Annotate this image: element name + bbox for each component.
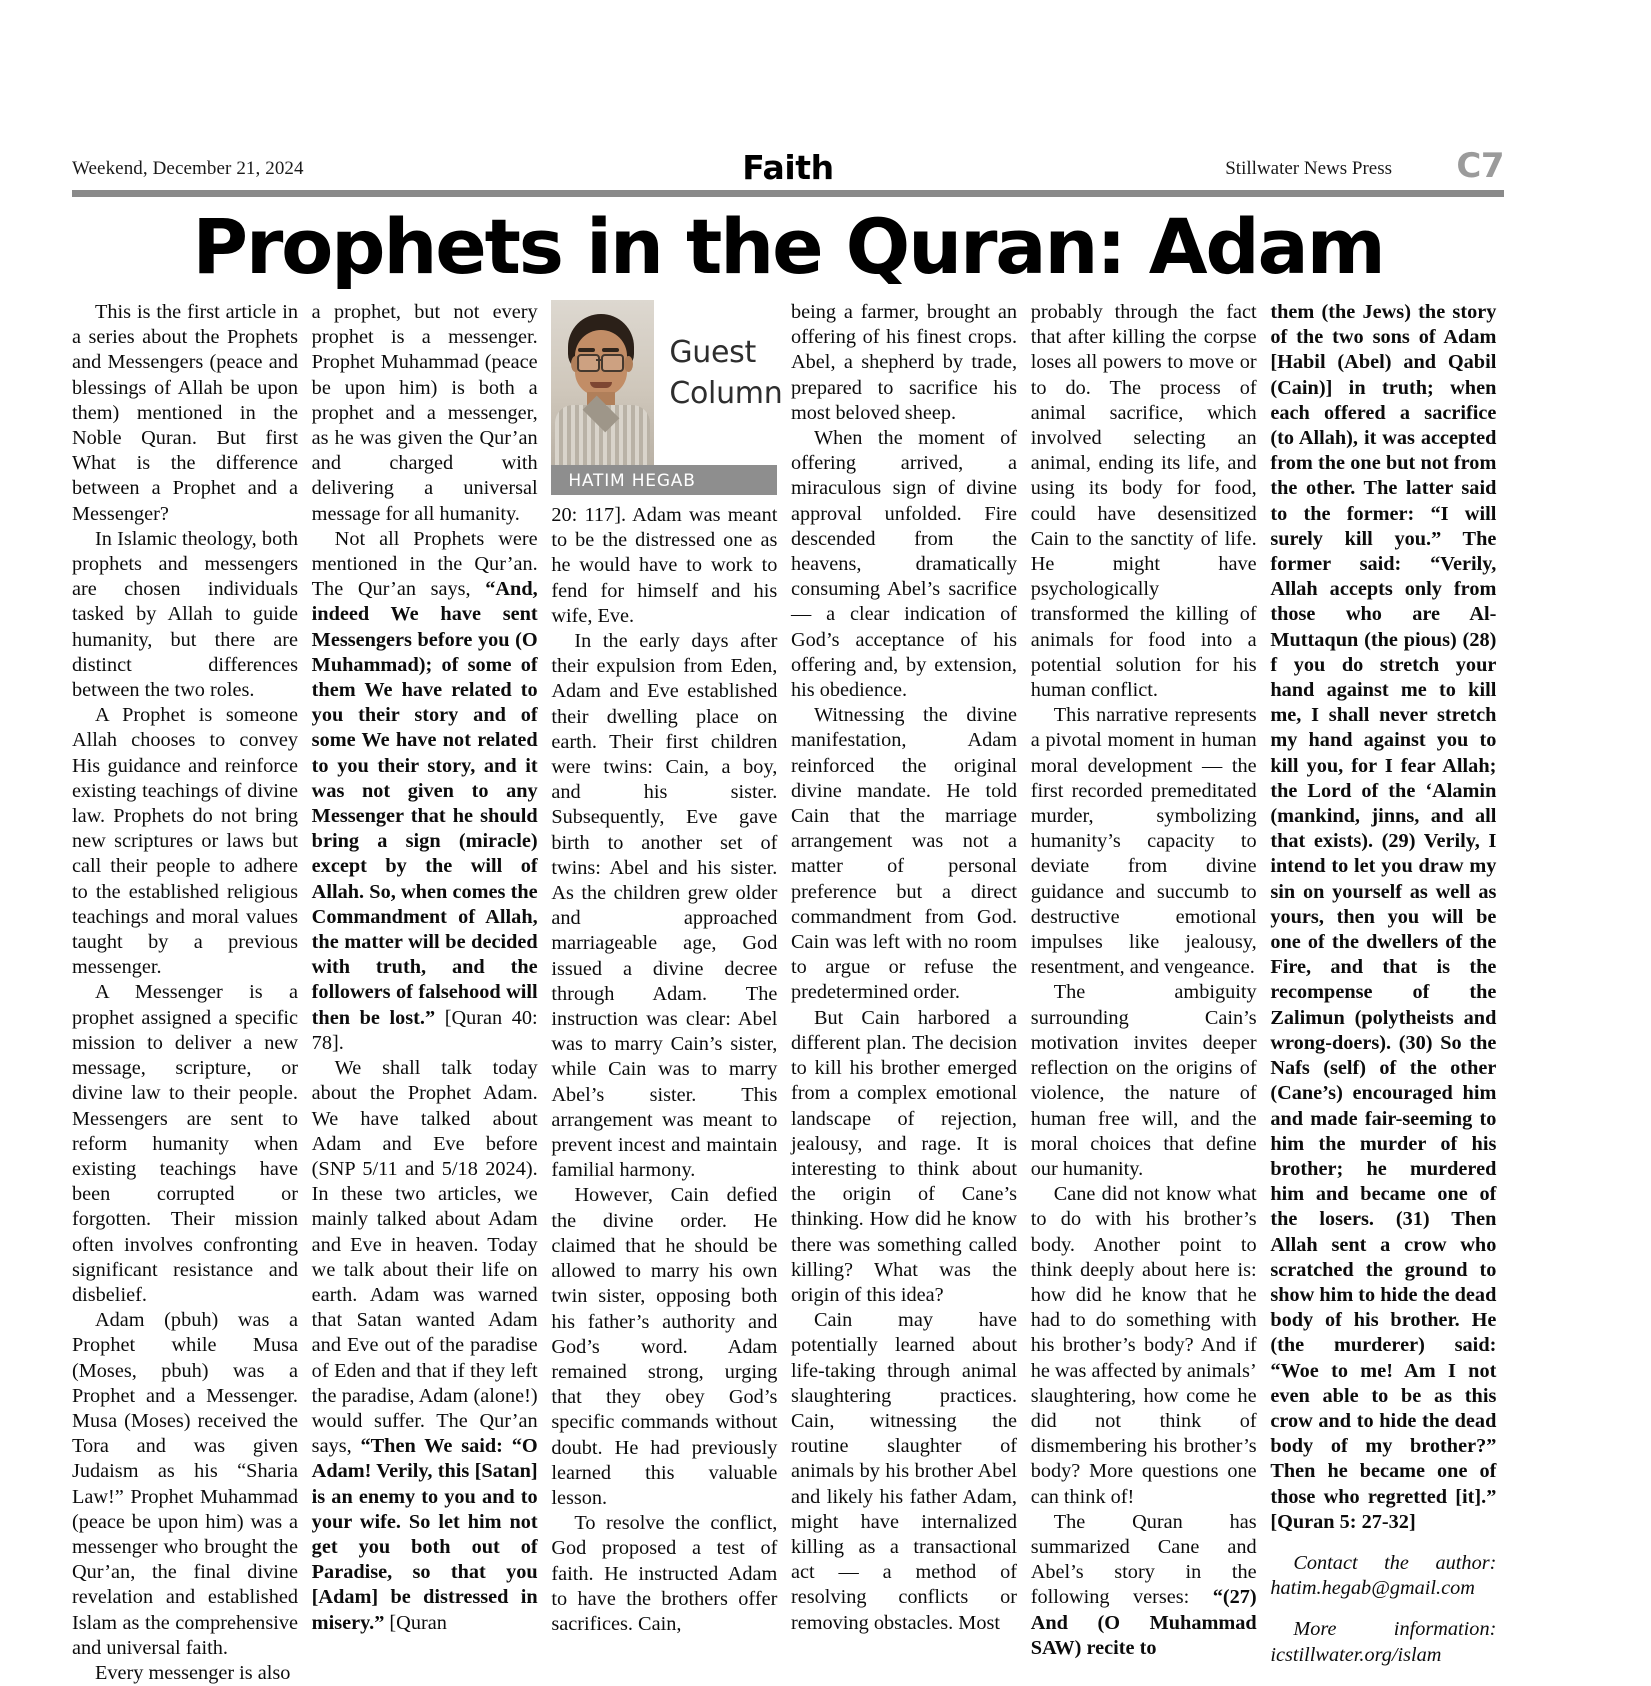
author-byline-bar <box>551 465 777 495</box>
page-number: C7 <box>1456 146 1504 186</box>
guest-column-label <box>669 332 783 414</box>
paragraph: Cane did not know what to do with his brother’s body. Another point to think deeply about here is: how did he know that he had to do something with his brother’s body? And if he was affected by animals’ slaughtering, how come he did not think of dismembering his brother’s body? More questions one can think of! <box>1030 1183 1257 1508</box>
quran-quote: “(27) And (O Muhammad SAW) recite to <box>1030 1586 1257 1659</box>
masthead-divider <box>72 190 1504 197</box>
guest-label-line2: Column <box>669 376 783 411</box>
more-information: More information: icstillwater.org/islam <box>1270 1618 1497 1666</box>
quran-quote: “And, indeed We have sent Messengers before you (O Muhammad); of some of them We have related to you their story and of some We have not related to you their story, and it was not given to any Messenger that he should bring a sign (miracle) except by the will of Allah. So, when comes the Commandment of Allah, the matter will be decided with truth, and the followers of falsehood will then be lost.” <box>311 578 538 1029</box>
masthead <box>72 146 1504 187</box>
column-5 <box>1030 300 1271 1659</box>
paragraph: When the moment of offering arrived, a miraculous sign of divine approval unfolded. Fire descended from the heavens, dramatically consuming Abel’s sacrifice — a clear indication of God’s acceptance of his offering and, by extension, his obedience. <box>791 427 1018 702</box>
paragraph: This narrative represents a pivotal moment in human moral development — the first recorded premeditated murder, symbolizing humanity’s capacity to deviate from divine guidance and succumb to destructive emotional impulses like jealousy, resentment, and vengeance. <box>1030 704 1257 979</box>
paragraph-lead: We shall talk today about the Prophet Adam. We have talked about Adam and Eve before (SNP 5/11 and 5/18 2024). In these two articles, we mainly talked about Adam and Eve in heaven. Today we talk about their life on earth. Adam was warned that Satan wanted Adam and Eve out of the paradise of Eden and that if they left the paradise, Adam (alone!) would suffer. The Qur’an says, <box>311 1057 538 1458</box>
paragraph: In the early days after their expulsion from Eden, Adam and Eve established their dwelling place on earth. Their first children were twins: Cain, a boy, and his sister. Subsequently, Eve gave birth to another set of twins: Abel and his sister. As the children grew older and approached marriageable age, God issued a divine decree through Adam. The instruction was clear: Abel was to marry Cain’s sister, while Cain was to marry Abel’s sister. This arrangement was meant to prevent incest and maintain familial harmony. <box>551 630 778 1182</box>
paragraph: being a farmer, brought an offering of his finest crops. Abel, a shepherd by trade, prepared to sacrifice his most beloved sheep. <box>791 301 1018 424</box>
article-body <box>72 300 1510 1684</box>
paragraph: Witnessing the divine manifestation, Adam reinforced the original divine mandate. He told Cain that the marriage arrangement was not a matter of personal preference but a direct commandment from God. Cain was left with no room to argue or refuse the predetermined order. <box>791 704 1018 1004</box>
guest-label-line1: Guest <box>669 335 756 370</box>
paragraph <box>312 1056 538 1636</box>
column-3 <box>551 300 791 1635</box>
quran-quote-continued: them (the Jews) the story of the two sons of Adam [Habil (Abel) and Qabil (Cain)] in truth; when each offered a sacrifice (to Allah), it was accepted from the one but not from the other. The latter said to the former: “I will surely kill you.” The former said: “Verily, Allah accepts only from those who are Al-Muttaqun (the pious) (28) f you do stretch your hand against me to kill me, I shall never stretch my hand against you to kill you, for I fear Allah; the Lord of the ‘Alamin (mankind, jinns, and all that exists). (29) Verily, I intend to let you draw my sin on yourself as well as yours, then you will be one of the dwellers of the Fire, and that is the recompense of the Zalimun (polytheists and wrong-doers). (30) So the Nafs (self) of the other (Cane’s) encouraged him and made fair-seeming to him the murder of his brother; he murdered him and became one of the losers. (31) Then Allah sent a crow who scratched the ground to show him to hide the dead body of his brother. He (the murderer) said: “Woe to me! Am I not even able to be as this crow and to hide the dead body of my brother?” Then he became one of those who regretted [it].” [Quran 5: 27-32] <box>1270 301 1497 1533</box>
paragraph <box>1031 1510 1257 1661</box>
paragraph <box>312 527 538 1056</box>
paragraph: Cain may have potentially learned about life-taking through animal slaughtering practices. Cain, witnessing the routine slaughter of animals by his brother Abel and likely his father Adam, might have internalized killing as a transactional act — a method of resolving conflicts or removing obstacles. Most <box>791 1309 1018 1634</box>
paragraph: a prophet, but not every prophet is a messenger. Prophet Muhammad (peace be upon him) is both a prophet and a messenger, as he was given the Qur’an and charged with delivering a universal message for all humanity. <box>311 301 538 525</box>
column-1 <box>72 300 312 1684</box>
issue-date: Weekend, December 21, 2024 <box>72 158 304 179</box>
author-name: HATIM HEGAB <box>568 471 696 491</box>
paragraph: This is the first article in a series about the Prophets and Messengers (peace and blessings of Allah be upon them) mentioned in the Noble Quran. But first What is the difference between a Prophet and a Messenger? <box>72 301 298 525</box>
paragraph: In Islamic theology, both prophets and messengers are chosen individuals tasked by Allah to guide humanity, but there are distinct differences between the two roles. <box>72 527 298 702</box>
paragraph: A Messenger is a prophet assigned a specific mission to deliver a new message, scripture, or divine law to their people. Messengers are sent to reform humanity when existing teachings have been corrupted or forgotten. Their mission often involves confronting significant resistance and disbelief. <box>72 981 298 1306</box>
column-2 <box>311 300 552 1634</box>
article-headline: Prophets in the Quran: Adam <box>192 202 1384 291</box>
quran-quote: “Then We said: “O Adam! Verily, this [Satan] is an enemy to you and to your wife. So let him not get you both out of Paradise, so that you [Adam] be distressed in misery.” <box>311 1435 538 1634</box>
paragraph: But Cain harbored a different plan. The decision to kill his brother emerged from a complex emotional landscape of rejection, jealousy, and rage. It is interesting to think about the origin of Cane’s thinking. How did he know there was something called killing? What was the origin of this idea? <box>791 1006 1018 1306</box>
section-title: Faith <box>742 148 834 187</box>
paragraph: 20: 117]. Adam was meant to be the distressed one as he would have to work to fend for himself and his wife, Eve. <box>551 504 778 627</box>
author-portrait <box>551 300 654 465</box>
column-6 <box>1270 300 1510 1666</box>
paragraph-lead: Not all Prophets were mentioned in the Qur’an. The Qur’an says, <box>311 527 538 601</box>
column-4 <box>791 300 1031 1634</box>
quote-reference: [Quran 40: 78]. <box>311 1006 538 1054</box>
paragraph: probably through the fact that after killing the corpse loses all powers to move or to do. The process of animal sacrifice, which involved selecting an animal, ending its life, and using its body for food, could have desensitized Cain to the sanctity of life. He might have psychologically transformed the killing of animals for food into a potential solution for his human conflict. <box>1030 301 1257 702</box>
paragraph: To resolve the conflict, God proposed a test of faith. He instructed Adam to have the brothers offer sacrifices. Cain, <box>551 1512 778 1635</box>
paragraph-lead: The Quran has summarized Cane and Abel’s story in the following verses: <box>1030 1510 1257 1609</box>
publication-name: Stillwater News Press <box>1225 158 1392 179</box>
quote-reference: [Quran <box>384 1611 447 1634</box>
paragraph: However, Cain defied the divine order. He claimed that he should be allowed to marry his own twin sister, opposing both his father’s authority and God’s word. Adam remained strong, urging that they obey God’s specific commands without doubt. He had previously learned this valuable lesson. <box>551 1184 778 1509</box>
paragraph: A Prophet is someone Allah chooses to convey His guidance and reinforce existing teachings of divine law. Prophets do not bring new scriptures or laws but call their people to adhere to the established religious teachings and moral values taught by a previous messenger. <box>72 704 298 979</box>
paragraph: Every messenger is also <box>95 1661 291 1684</box>
paragraph: The ambiguity surrounding Cain’s motivation invites deeper reflection on the origins of violence, the nature of human free will, and the moral choices that define our humanity. <box>1030 981 1257 1180</box>
paragraph: Adam (pbuh) was a Prophet while Musa (Moses, pbuh) was a Prophet and a Messenger. Musa (Moses) received the Tora and was given Judaism as his “Sharia Law!” Prophet Muhammad (peace be upon him) was a messenger who brought the Qur’an, the final divine revelation and established Islam as the comprehensive and universal faith. <box>72 1309 298 1659</box>
author-contact: Contact the author: hatim.hegab@gmail.com <box>1270 1551 1497 1600</box>
guest-column-block <box>551 300 783 498</box>
